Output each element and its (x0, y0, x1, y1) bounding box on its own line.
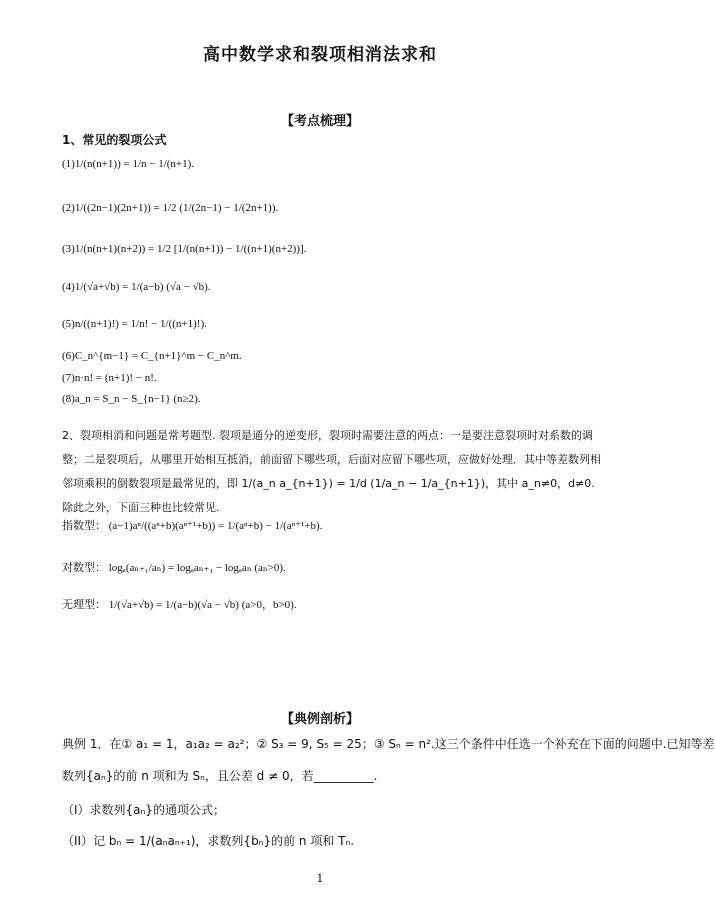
page-title: 高中数学求和裂项相消法求和 (203, 45, 437, 65)
type-label: 指数型： (62, 520, 106, 532)
type-logarithmic (62, 559, 286, 575)
type-formula: logₐ(aₙ₊₁/aₙ) = logₐaₙ₊₁ − logₐaₙ (aₙ>0). (108, 562, 286, 574)
formula-7: (7)n·n! = (n+1)! − n!. (62, 372, 157, 384)
formula-6: (6)C_n^{m−1} = C_{n+1}^m − C_n^m. (62, 350, 242, 362)
section-heading-kaodian: 【考点梳理】 (280, 114, 359, 129)
example-question-2: （II）记 bₙ = 1/(aₙaₙ₊₁)，求数列{bₙ}的前 n 项和 Tₙ. (62, 834, 355, 848)
type-label: 对数型： (62, 562, 106, 574)
section-heading-dianli: 【典例剖析】 (280, 712, 359, 727)
formula-2: (2)1/((2n−1)(2n+1)) = 1/2 (1/(2n−1) − 1/(2n+1)). (62, 202, 279, 214)
formula-3: (3)1/(n(n+1)(n+2)) = 1/2 [1/(n(n+1)) − 1/((n+1)(n+2))]. (62, 243, 307, 255)
type-irrational (62, 596, 297, 612)
type-formula: 1/(√a+√b) = 1/(a−b)(√a − √b) (a>0，b>0). (108, 599, 297, 611)
subheading-formulas: 1、常见的裂项公式 (62, 133, 167, 147)
example-question-1: （I）求数列{aₙ}的通项公式； (62, 803, 225, 817)
formula-4: (4)1/(√a+√b) = 1/(a−b) (√a − √b). (62, 281, 211, 293)
type-label: 无理型： (62, 599, 106, 611)
example-line-1: 典例 1．在① a₁ = 1，a₁a₂ = a₂²；② S₃ = 9, S₅ = 25；③ Sₙ = n².这三个条件中任选一个补充在下面的问题中.已知等差 (62, 737, 715, 751)
example-line-2: 数列{aₙ}的前 n 项和为 Sₙ，且公差 d ≠ 0，若__________. (62, 769, 378, 783)
formula-8: (8)a_n = S_n − S_{n−1} (n≥2). (62, 393, 201, 405)
type-exponential (62, 517, 322, 533)
type-formula: (a−1)aⁿ/((aⁿ+b)(aⁿ⁺¹+b)) = 1/(aⁿ+b) − 1/(aⁿ⁺¹+b). (108, 520, 323, 532)
paragraph-2: 2、裂项相消和问题是常考题型. 裂项是通分的逆变形，裂项时需要注意的两点：一是要注意裂项时对系数的调整；二是裂项后，从哪里开始相互抵消，前面留下哪些项，后面对应留下哪些项，应做好处理．其中等差数列相邻项乘积的倒数裂项是最常见的，即 1/(a_n a_{n+1}) = 1/d (1/a_n − 1/a_{n+1})，其中 a_n≠0，d≠0. 除此之外，下面三种也比较常见. (62, 429, 601, 514)
formula-5: (5)n/((n+1)!) = 1/n! − 1/((n+1)!). (62, 318, 207, 330)
page-number: 1 (316, 872, 324, 885)
formula-1: (1)1/(n(n+1)) = 1/n − 1/(n+1). (62, 158, 195, 170)
